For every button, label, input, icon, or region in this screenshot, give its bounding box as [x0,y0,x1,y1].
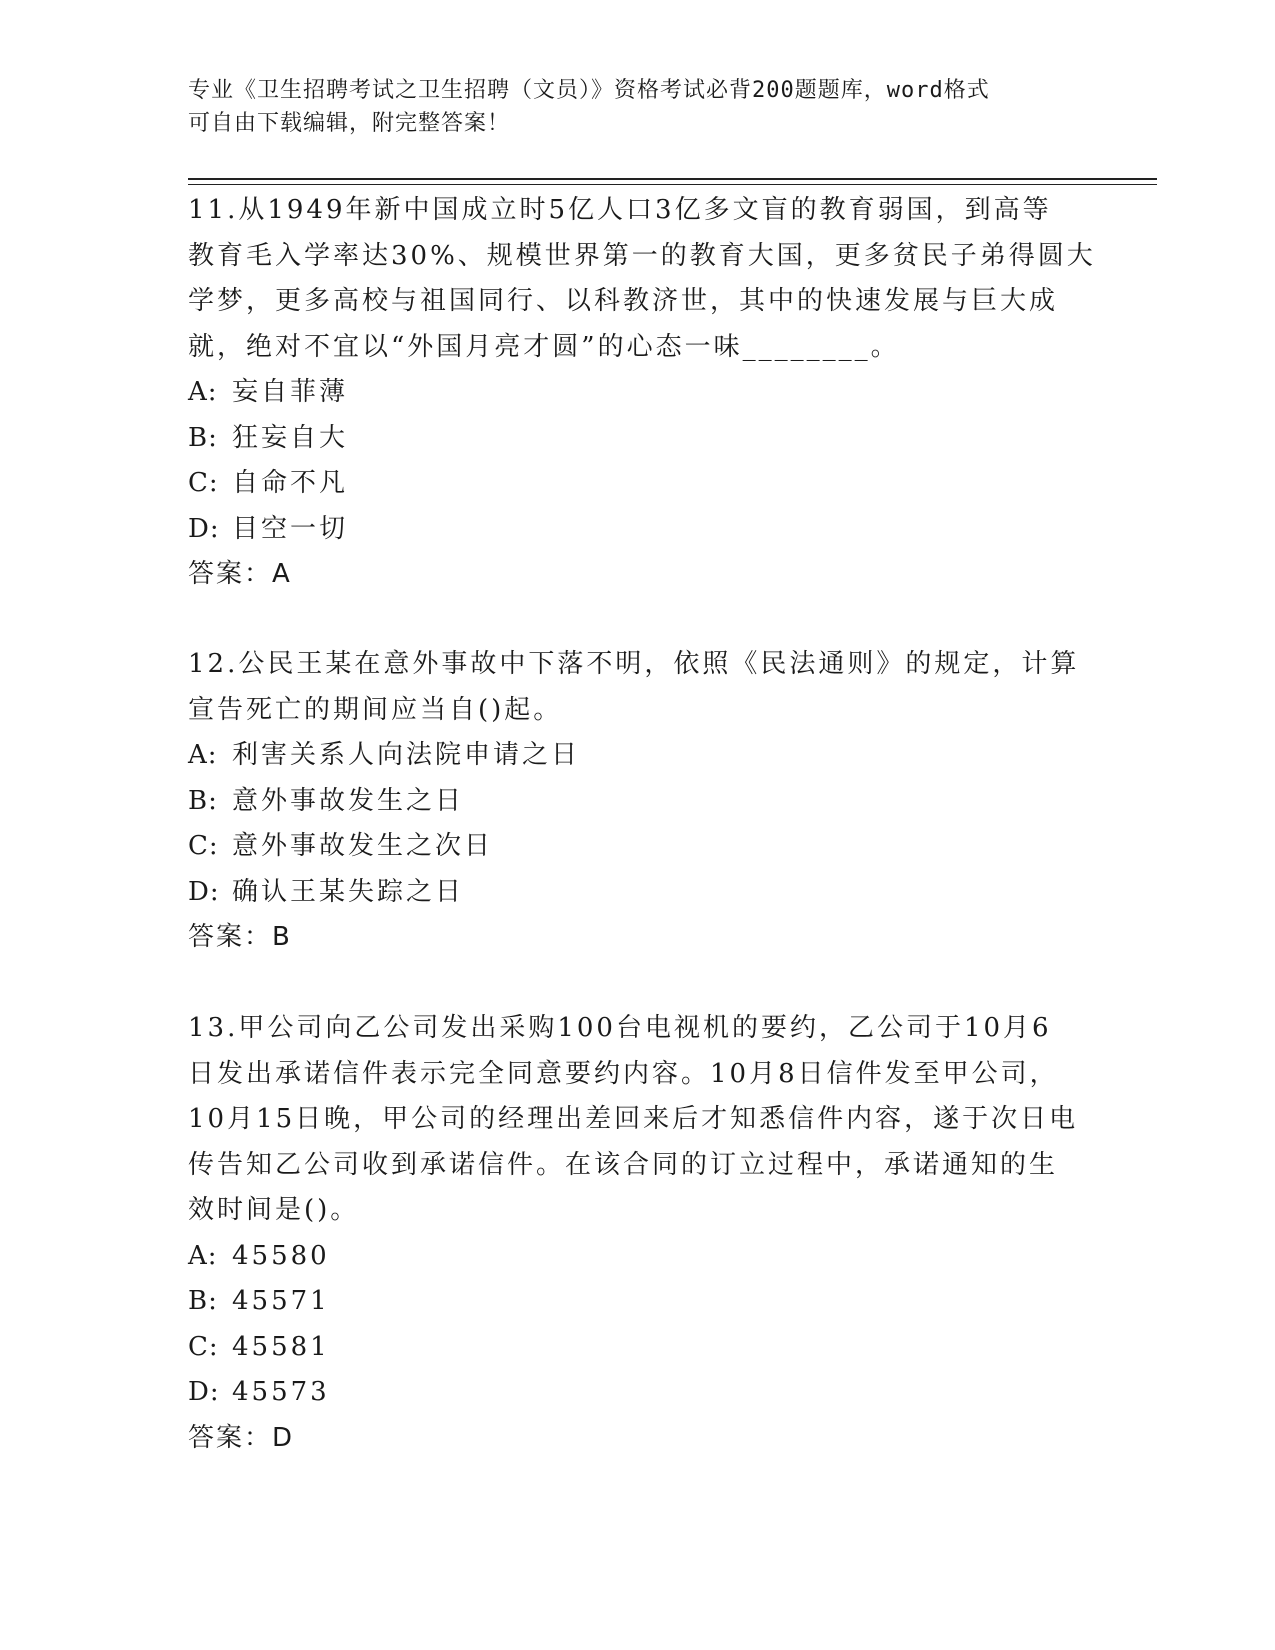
option-text: 目空一切 [232,513,349,544]
question-stem-line: 12.公民王某在意外事故中下落不明，依照《民法通则》的规定，计算 [188,649,1080,679]
question-stem-line: 13.甲公司向乙公司发出采购100台电视机的要约，乙公司于10月6 [188,1013,1052,1043]
option-text: 利害关系人向法院申请之日 [232,740,581,770]
header-line-2: 可自由下载编辑，附完整答案！ [188,111,511,136]
option-b [188,416,1088,462]
question-stem-line: 传告知乙公司收到承诺信件。在该合同的订立过程中，承诺通知的生 [188,1149,1059,1180]
header-divider-thin [188,184,1157,185]
option-d [188,507,1088,553]
option-text: 妄自菲薄 [232,377,349,407]
question-11 [188,188,1096,598]
option-letter: D: [188,1377,220,1407]
option-letter: D: [188,513,220,544]
option-c [188,824,1088,870]
option-letter: C: [188,831,219,861]
option-letter: B: [188,785,218,816]
option-letter: B: [188,1286,218,1316]
question-stem-line: 宣告死亡的期间应当自()起。 [188,694,563,725]
option-text: 意外事故发生之次日 [232,831,494,861]
option-letter: A: [188,377,218,407]
question-12 [188,642,1088,961]
option-letter: C: [188,1331,219,1362]
question-stem-line: 11.从1949年新中国成立时5亿人口3亿多文盲的教育弱国，到高等 [188,195,1052,225]
option-c [188,1325,1088,1371]
option-letter: A: [188,740,218,770]
option-letter: C: [188,468,219,498]
option-letter: A: [188,1240,218,1271]
option-a [188,1234,1088,1280]
option-text: 45573 [232,1377,330,1407]
option-d [188,870,1088,916]
option-text: 意外事故发生之日 [232,785,465,816]
question-stem-line: 学梦，更多高校与祖国同行、以科教济世，其中的快速发展与巨大成 [188,286,1059,316]
option-text: 45571 [232,1286,330,1316]
option-c [188,461,1088,507]
question-stem-line: 效时间是()。 [188,1195,360,1225]
option-text: 狂妄自大 [232,422,349,453]
question-13 [188,1006,1088,1461]
option-letter: D: [188,876,220,907]
header-divider-thick [188,178,1157,180]
option-letter: B: [188,422,218,453]
answer-line: 答案：A [188,559,292,589]
option-text: 45580 [232,1240,330,1271]
answer-line: 答案：B [188,922,292,952]
option-a [188,370,1088,416]
option-d [188,1370,1088,1416]
document-header [188,74,1088,140]
option-a [188,733,1088,779]
option-text: 自命不凡 [232,468,349,498]
question-stem-line: 10月15日晚，甲公司的经理出差回来后才知悉信件内容，遂于次日电 [188,1104,1079,1134]
header-line-1: 专业《卫生招聘考试之卫生招聘（文员）》资格考试必背200题题库，word格式 [188,78,990,103]
answer-line: 答案：D [188,1422,295,1453]
option-b [188,1279,1088,1325]
option-text: 确认王某失踪之日 [232,876,465,907]
option-b [188,779,1088,825]
question-stem-line: 教育毛入学率达30%、规模世界第一的教育大国，更多贫民子弟得圆大 [188,240,1096,271]
question-stem-line: 日发出承诺信件表示完全同意要约内容。10月8日信件发至甲公司， [188,1058,1059,1089]
question-stem-line: 就，绝对不宜以“外国月亮才圆”的心态一味________。 [188,331,900,362]
option-text: 45581 [232,1331,330,1362]
